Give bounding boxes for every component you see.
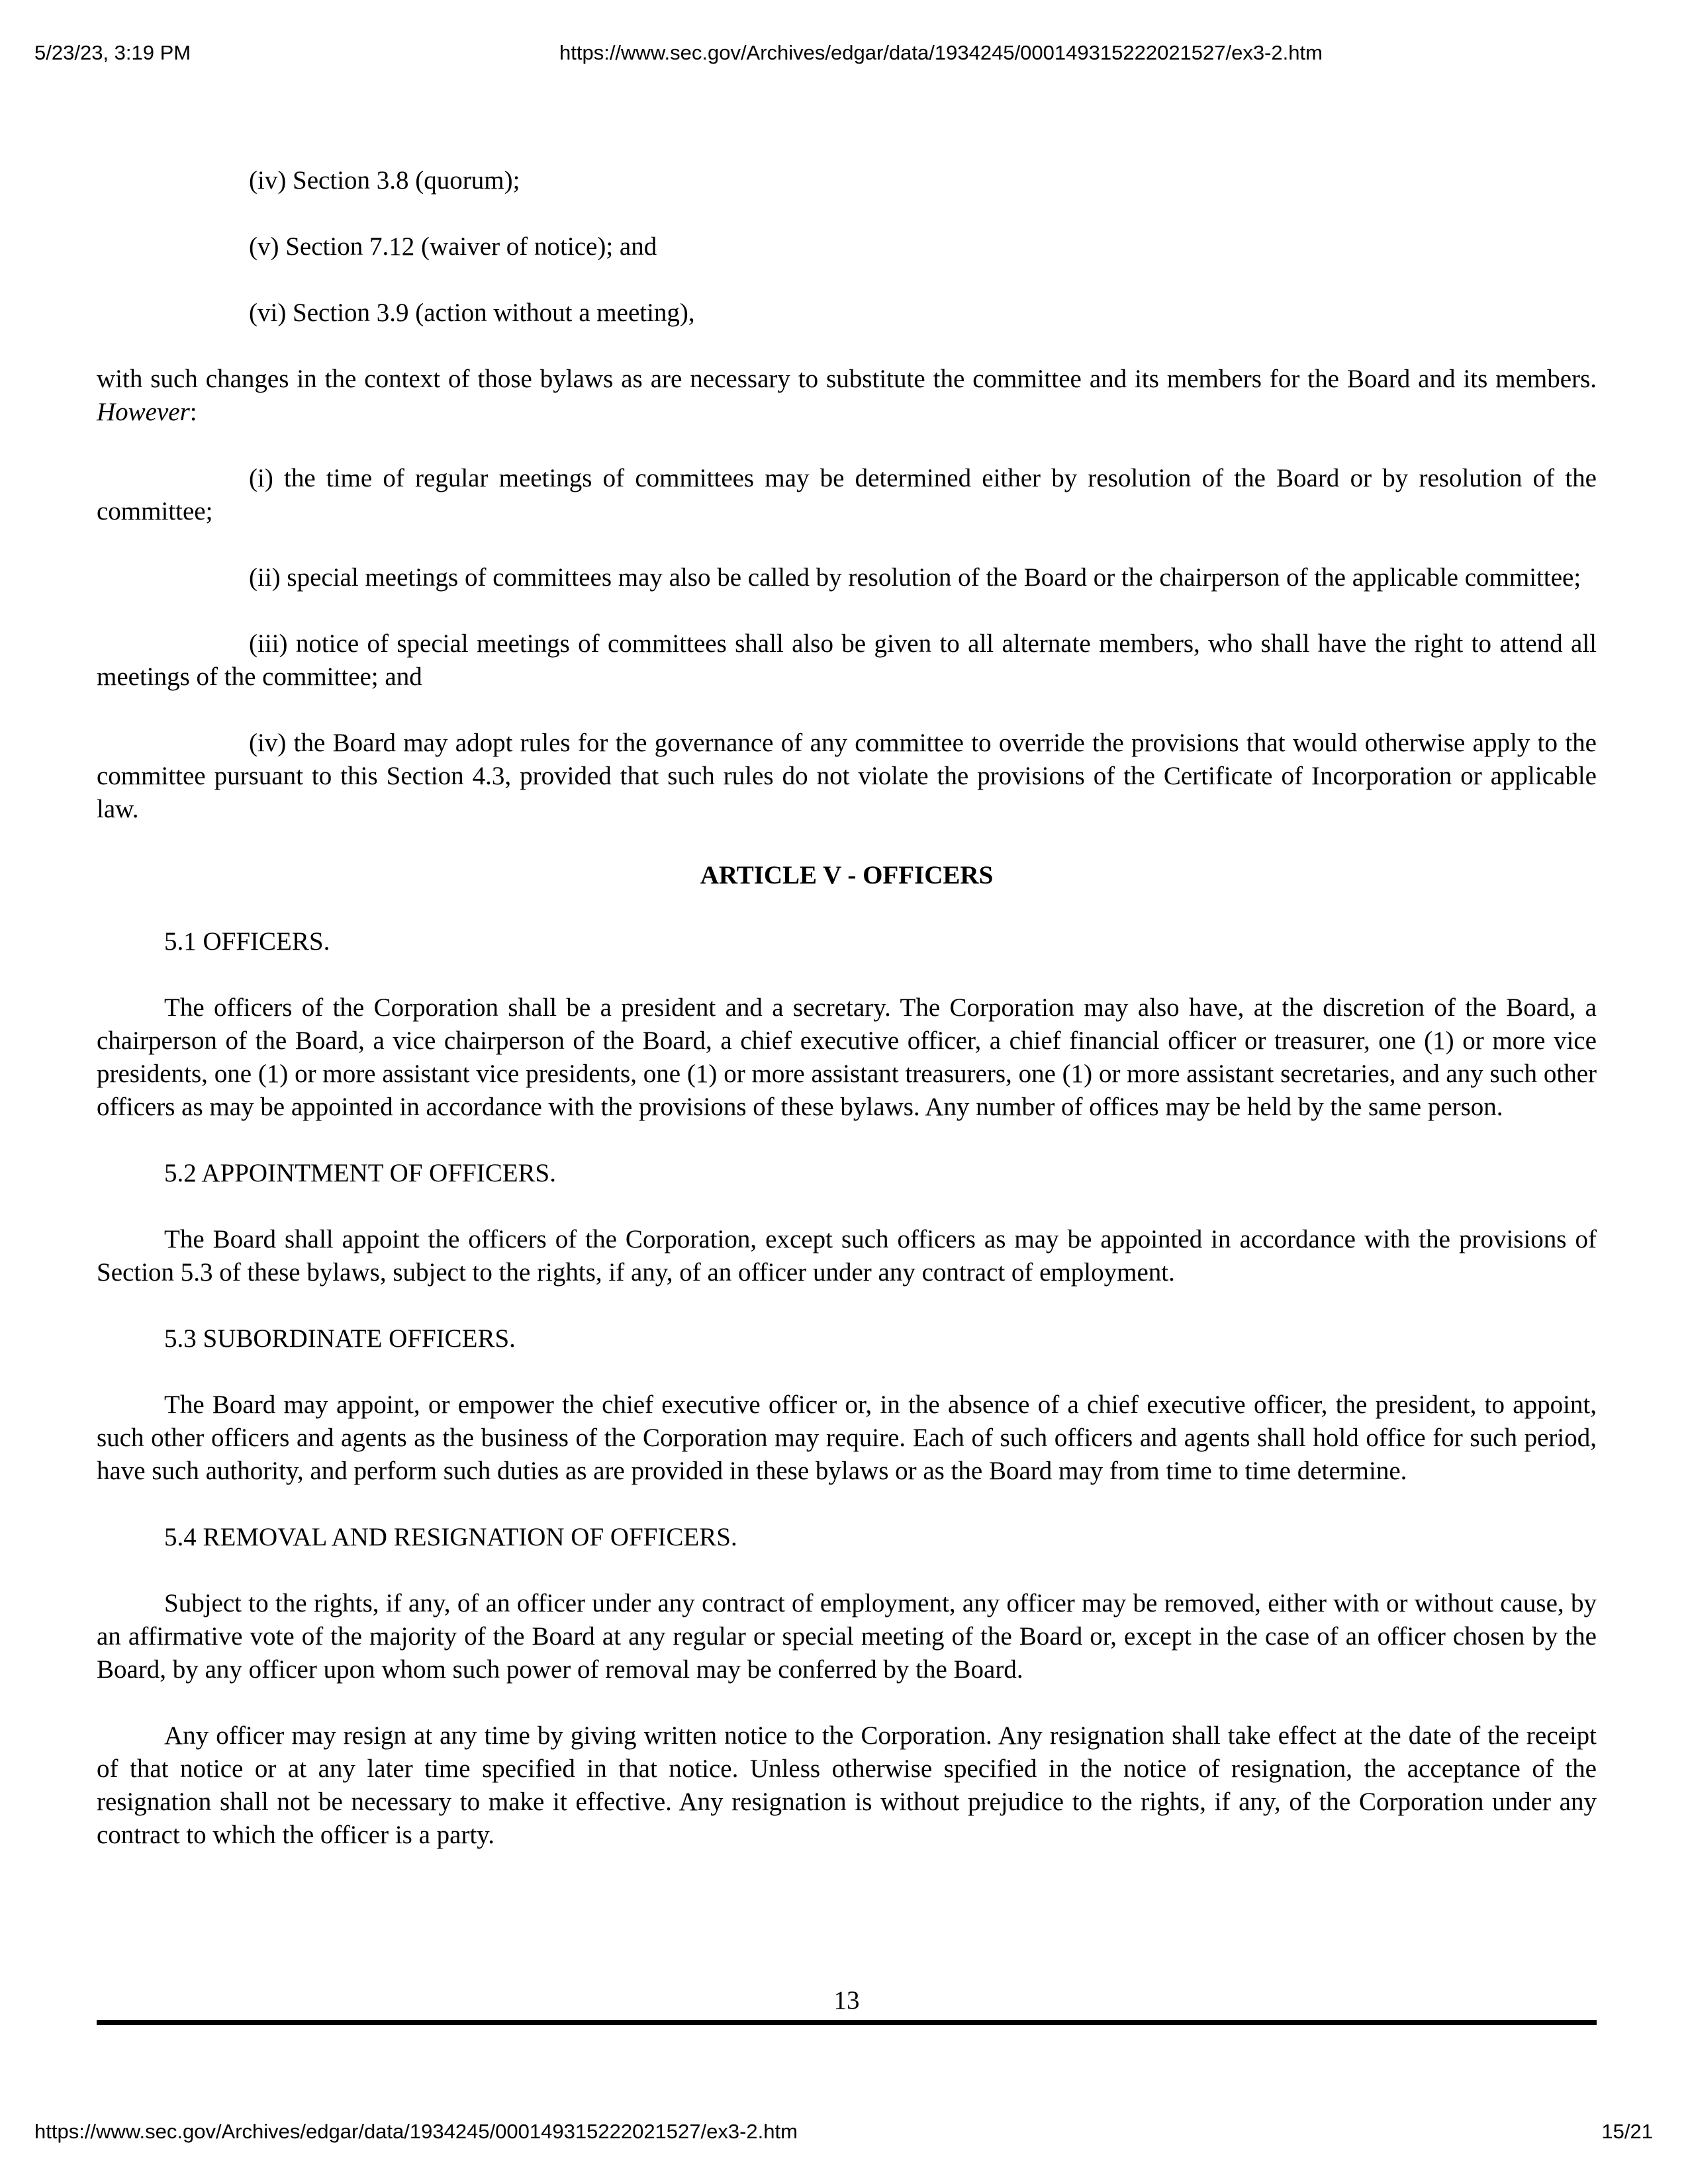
page-number: 13 — [833, 1986, 860, 2015]
article-heading: ARTICLE V - OFFICERS — [700, 861, 994, 889]
print-page-count: 15/21 — [1601, 2120, 1653, 2143]
continuation-paragraph — [97, 363, 1597, 429]
document-body — [97, 164, 1597, 1885]
proviso-ii: (ii) special meetings of committees may also be called by resolution of the Board or the chairperson of the applicable committee; — [249, 563, 1581, 592]
section-5-1-text: The officers of the Corporation shall be a president and a secretary. The Corporation may also have, at the discretion of the Board, a chairperson of the Board, a vice chairperson of the Board, a chief executive officer, a chief financial officer or treasurer, one (1) or more vice presidents, one (1) or more assistant vice presidents, one (1) or more assistant treasurers, one (1) or more assistant secretaries, and any such other officers as may be appointed in accordance with the provisions of these bylaws. Any number of offices may be held by the same person. — [97, 993, 1597, 1121]
list-item-iv-quorum: (iv) Section 3.8 (quorum); — [249, 166, 520, 195]
section-5-2-title: 5.2 APPOINTMENT OF OFFICERS. — [164, 1159, 556, 1187]
proviso-iii: (iii) notice of special meetings of committees shall also be given to all alternate members, who shall have the right to attend all meetings of the committee; and — [97, 629, 1597, 691]
continuation-text: with such changes in the context of those bylaws as are necessary to substitute the committee and its members for the Board and its members. — [97, 365, 1597, 393]
section-5-4-text-resignation: Any officer may resign at any time by giving written notice to the Corporation. Any resignation shall take effect at the date of the receipt of that notice or at any later time specified in that notice. Unless otherwise specified in the notice of resignation, the acceptance of the resignation shall not be necessary to make it effective. Any resignation is without prejudice to the rights, if any, of the Corporation under any contract to which the officer is a party. — [97, 1721, 1597, 1849]
page-divider — [97, 2020, 1597, 2025]
section-5-4-text-removal: Subject to the rights, if any, of an officer under any contract of employment, any officer may be removed, either with or without cause, by an affirmative vote of the majority of the Board at any regular or special meeting of the Board or, except in the case of an officer chosen by the Board, by any officer upon whom such power of removal may be conferred by the Board. — [97, 1589, 1597, 1684]
print-url-footer: https://www.sec.gov/Archives/edgar/data/1934245/000149315222021527/ex3-2.htm — [34, 2120, 798, 2143]
however-emphasis: However — [97, 398, 190, 426]
however-colon: : — [189, 398, 197, 426]
list-item-vi-action: (vi) Section 3.9 (action without a meeting), — [249, 298, 695, 327]
print-url-header: https://www.sec.gov/Archives/edgar/data/1934245/000149315222021527/ex3-2.htm — [559, 41, 1323, 64]
proviso-iv: (iv) the Board may adopt rules for the governance of any committee to override the provisions that would otherwise apply to the committee pursuant to this Section 4.3, provided that such rules do not violate the provisions of the Certificate of Incorporation or applicable law. — [97, 729, 1597, 823]
proviso-i: (i) the time of regular meetings of committees may be determined either by resolution of the Board or by resolution of the committee; — [97, 464, 1597, 525]
print-timestamp: 5/23/23, 3:19 PM — [34, 41, 191, 64]
section-5-3-text: The Board may appoint, or empower the chief executive officer or, in the absence of a chief executive officer, the president, to appoint, such other officers and agents as the business of the Corporation may require. Each of such officers and agents shall hold office for such period, have such authority, and perform such duties as are provided in these bylaws or as the Board may from time to time determine. — [97, 1390, 1597, 1485]
section-5-3-title: 5.3 SUBORDINATE OFFICERS. — [164, 1324, 516, 1353]
section-5-1-title: 5.1 OFFICERS. — [164, 927, 330, 956]
section-5-4-title: 5.4 REMOVAL AND RESIGNATION OF OFFICERS. — [164, 1523, 737, 1551]
list-item-v-waiver: (v) Section 7.12 (waiver of notice); and — [249, 232, 657, 261]
section-5-2-text: The Board shall appoint the officers of the Corporation, except such officers as may be appointed in accordance with the provisions of Section 5.3 of these bylaws, subject to the rights, if any, of an officer under any contract of employment. — [97, 1225, 1597, 1287]
